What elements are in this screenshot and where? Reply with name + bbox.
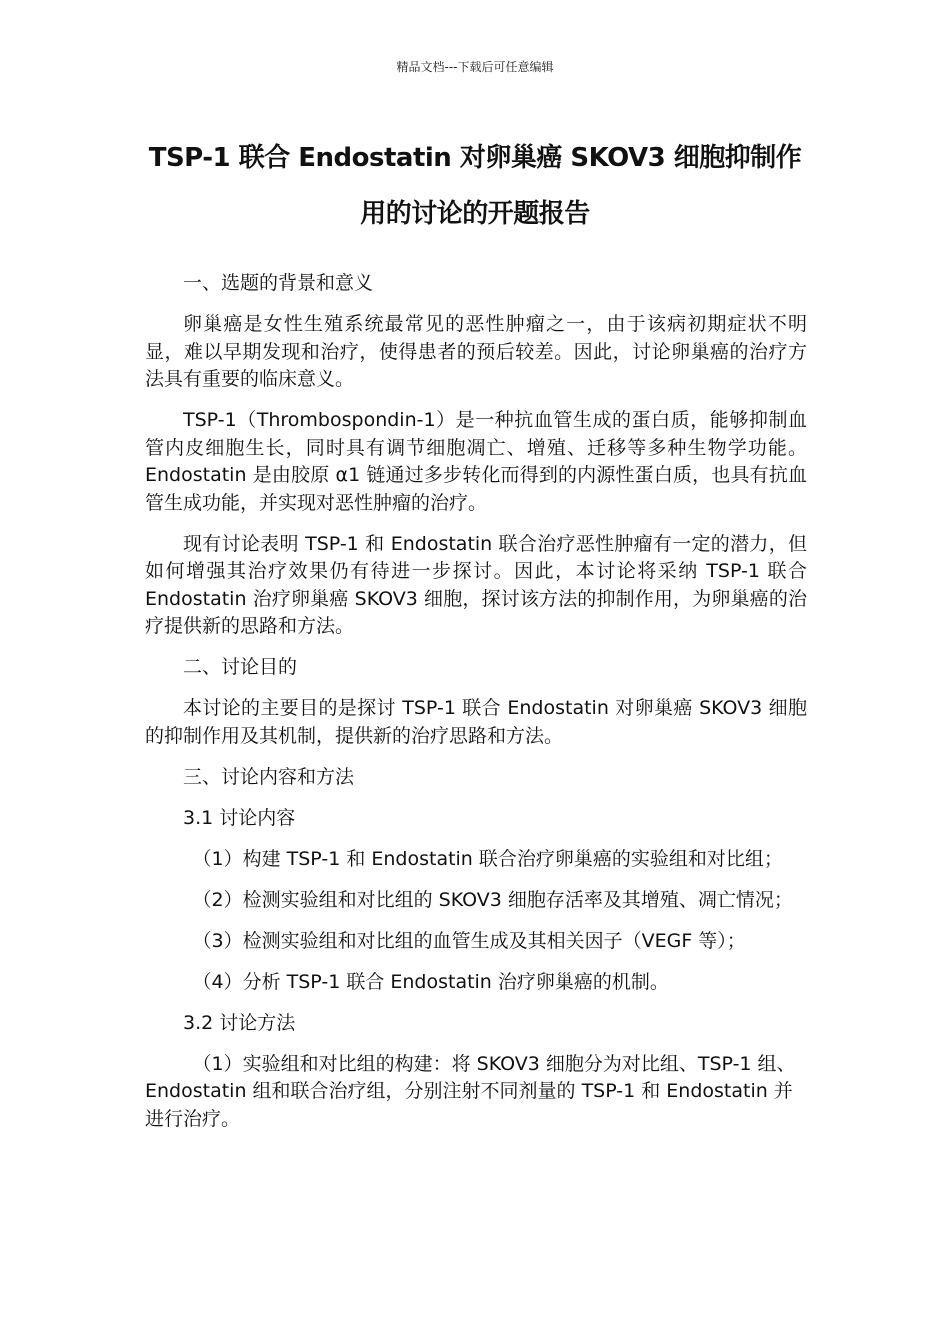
paragraph-background-2: TSP-1（Thrombospondin-1）是一种抗血管生成的蛋白质，能够抑制血管内皮细胞生长，同时具有调节细胞凋亡、增殖、迁移等多种生物学功能。Endostatin 是由胶原 α1 链通过多步转化而得到的内源性蛋白质，也具有抗血管生成功能，并实现对恶性肿瘤的治疗。 [145, 409, 807, 514]
content-list-item: （3）检测实验组和对比组的血管生成及其相关因子（VEGF 等）； [192, 929, 746, 952]
subsection-heading-methods: 3.2 讨论方法 [183, 1011, 296, 1034]
content-list-item: （4）分析 TSP-1 联合 Endostatin 治疗卵巢癌的机制。 [192, 970, 669, 993]
section-heading-content-methods: 三、讨论内容和方法 [183, 765, 355, 788]
paragraph-background-1: 卵巢癌是女性生殖系统最常见的恶性肿瘤之一，由于该病初期症状不明显，难以早期发现和治疗，使得患者的预后较差。因此，讨论卵巢癌的治疗方法具有重要的临床意义。 [145, 313, 807, 390]
paragraph-background-3: 现有讨论表明 TSP-1 和 Endostatin 联合治疗恶性肿瘤有一定的潜力，但如何增强其治疗效果仍有待进一步探讨。因此，本讨论将采纳 TSP-1 联合 Endostatin 治疗卵巢癌 SKOV3 细胞，探讨该方法的抑制作用，为卵巢癌的治疗提供新的思路和方法。 [145, 532, 807, 637]
page-header-note: 精品文档---下载后可任意编辑 [396, 60, 554, 74]
document-title: TSP-1 联合 Endostatin 对卵巢癌 SKOV3 细胞抑制作用的讨论的开题报告 [148, 143, 802, 229]
paragraph-purpose: 本讨论的主要目的是探讨 TSP-1 联合 Endostatin 对卵巢癌 SKOV3 细胞的抑制作用及其机制，提供新的治疗思路和方法。 [145, 697, 807, 747]
section-heading-purpose: 二、讨论目的 [183, 656, 298, 678]
document-body [145, 270, 807, 1147]
subsection-heading-content: 3.1 讨论内容 [183, 806, 296, 829]
section-heading-background: 一、选题的背景和意义 [183, 272, 374, 294]
content-list-item: （1）构建 TSP-1 和 Endostatin 联合治疗卵巢癌的实验组和对比组； [192, 847, 783, 870]
content-list-item: （2）检测实验组和对比组的 SKOV3 细胞存活率及其增殖、凋亡情况； [192, 888, 793, 911]
methods-list-item: （1）实验组和对比组的构建：将 SKOV3 细胞分为对比组、TSP-1 组、Endostatin 组和联合治疗组，分别注射不同剂量的 TSP-1 和 Endostatin 并进行治疗。 [145, 1052, 796, 1130]
